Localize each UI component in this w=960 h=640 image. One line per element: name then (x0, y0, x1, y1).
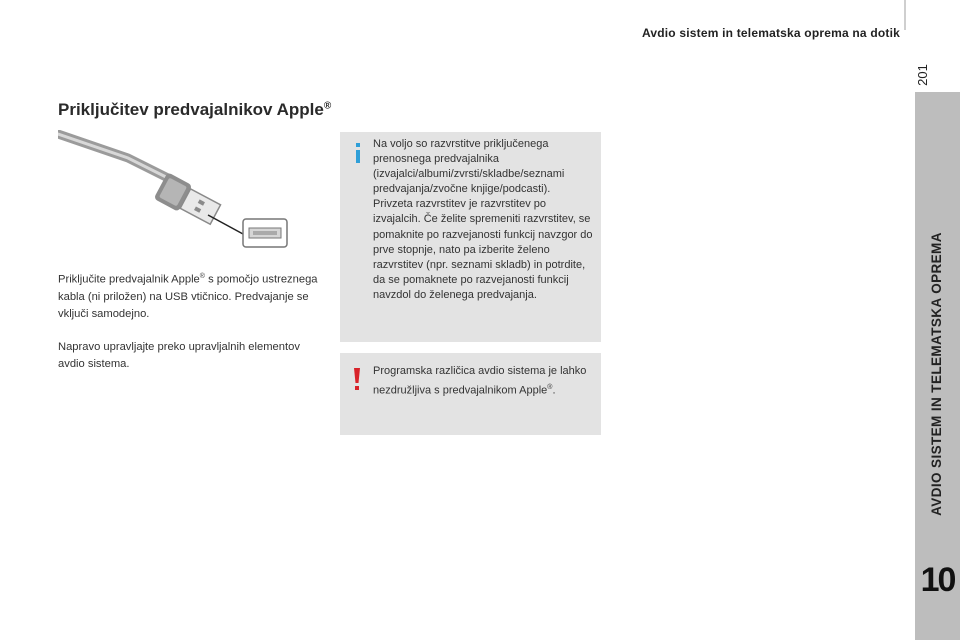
warning-text-part2: . (552, 384, 556, 397)
info-icon (351, 142, 365, 164)
warning-note-box (340, 353, 601, 435)
header-divider (904, 0, 906, 30)
registered-mark: ® (323, 100, 332, 112)
registered-mark: ® (199, 273, 205, 280)
info-note-box (340, 132, 601, 342)
connect-instructions (58, 268, 323, 323)
chapter-number: 10 (920, 561, 955, 599)
control-instructions: Napravo upravljajte preko upravljalnih elementov avdio sistema. (58, 341, 300, 370)
page-header-title: Avdio sistem in telematska oprema na dotik (641, 26, 900, 40)
usb-connection-illustration (58, 130, 308, 255)
usb-cable-icon (58, 134, 222, 228)
info-note-text: Na voljo so razvrstitve priključenega prenosnega predvajalnika (izvajalci/albumi/zvrsti/skladbe/seznami predvajanja/zvočne knjige/podcasti). Privzeta razvrstitev je razvrstitev po izvajalcih. Če želite spremeniti razvrstitev, se pomaknite po razvejanosti funkcij navzgor do prve stopnje, nato pa izberite želeno razvrstitev (npr. seznami skladb) in potrdite, da se pomaknete po razvejanosti funkcij navzdol do želenega predvajanja. (373, 138, 593, 301)
chapter-tab-label: AVDIO SISTEM IN TELEMATSKA OPREMA (929, 232, 944, 516)
page-number: 201 (915, 64, 930, 86)
connect-text-part2: s pomočjo ustreznega kabla (ni priložen) na USB vtičnico. Predvajanje se vključi samodejno. (58, 273, 318, 320)
warning-text-part1: Programska različica avdio sistema je lahko nezdružljiva s predvajalnikom Apple (373, 365, 587, 397)
exclamation-icon (351, 367, 363, 391)
connect-text-part1: Priključite predvajalnik Apple (58, 273, 200, 286)
registered-mark: ® (547, 383, 553, 391)
section-title (58, 100, 331, 120)
warning-note-text (373, 363, 593, 399)
section-title-text: Priključitev predvajalnikov Apple (58, 100, 324, 119)
usb-socket-icon (243, 219, 287, 247)
